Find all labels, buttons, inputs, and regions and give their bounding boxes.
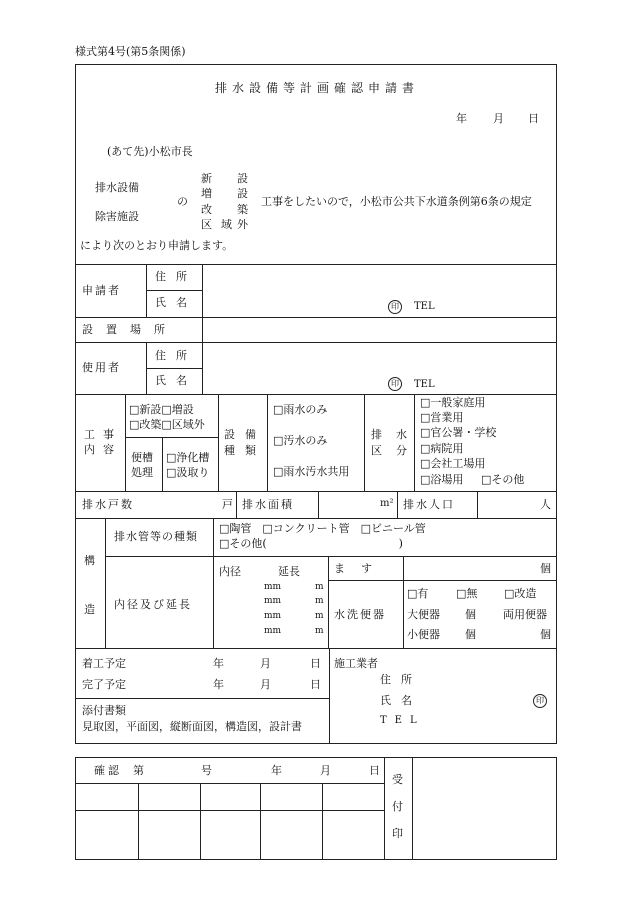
confirmation-dai: 第	[133, 764, 144, 777]
start-year-label: 年	[213, 657, 224, 670]
structure-label-2: 造	[84, 603, 95, 616]
people-unit: 人	[540, 498, 551, 511]
work-options-2: □改築□区域外	[129, 418, 205, 431]
length-unit-1: m	[315, 582, 324, 592]
drain-option-4: □病院用	[420, 442, 464, 455]
reception-label-3: 印	[392, 827, 403, 840]
diameter-header: 内径	[219, 565, 241, 578]
drain-option-1: □一般家庭用	[420, 396, 486, 409]
length-unit-2: m	[315, 596, 324, 606]
end-day-label: 日	[310, 678, 321, 691]
equipment-option-3: □雨水汚水共用	[273, 465, 350, 478]
toilet-option-modify: □改造	[504, 587, 537, 600]
end-month-label: 月	[260, 678, 271, 691]
user-name-label: 氏名	[155, 374, 197, 387]
user-tel-label: TEL	[414, 379, 435, 390]
drain-option-7: □その他	[481, 473, 525, 486]
diameter-unit-4: mm	[264, 626, 282, 636]
toilet-small-unit: 個	[465, 628, 476, 641]
manhole-unit: 個	[540, 562, 551, 575]
length-unit-4: m	[315, 626, 324, 636]
pipe-kind-label: 排水管等の種類	[114, 530, 198, 543]
equipment-option-2: □汚水のみ	[273, 434, 328, 447]
addressee: (あて先)小松市長	[107, 145, 193, 158]
drain-option-3: □官公署・学校	[420, 426, 497, 439]
intro-no: の	[177, 195, 188, 208]
intro-kind-set1: 設	[237, 172, 248, 185]
intro-kind-build: 築	[237, 203, 248, 216]
drain-option-2: □営業用	[420, 411, 464, 424]
equipment-label-1: 設備	[224, 428, 266, 441]
start-date-label: 着工予定	[82, 657, 126, 670]
date-year-label: 年	[456, 112, 467, 125]
applicant-label: 申請者	[82, 284, 121, 297]
user-label: 使用者	[82, 361, 121, 374]
tank-option-1: □浄化槽	[166, 451, 210, 464]
toilet-small-label: 小便器	[407, 628, 440, 641]
drain-category-label-1: 排水	[371, 428, 421, 441]
applicant-address-label: 住所	[155, 270, 197, 283]
intro-kind-new: 新	[201, 172, 212, 185]
confirmation-go: 号	[201, 764, 212, 777]
length-header: 延長	[278, 565, 300, 578]
intro-kind-add: 増	[201, 187, 212, 200]
toilet-big-unit: 個	[465, 608, 476, 621]
contractor-seal: 印	[533, 694, 547, 708]
toilet-both-unit: 個	[540, 628, 551, 641]
intro-facility-1: 排水設備	[95, 181, 139, 194]
contractor-label: 施工業者	[334, 657, 378, 670]
reception-label-2: 付	[392, 800, 403, 813]
equipment-label-2: 種類	[224, 444, 266, 457]
end-date-label: 完了予定	[82, 678, 126, 691]
intro-kind-set2: 設	[237, 187, 248, 200]
households-label: 排水戸数	[82, 498, 134, 511]
drain-option-5: □会社工場用	[420, 457, 486, 470]
intro-kind-iki: 域	[221, 218, 232, 231]
work-options-1: □新設□増設	[129, 403, 194, 416]
toilet-label: 水洗便器	[334, 608, 386, 621]
diameter-unit-2: mm	[264, 596, 282, 606]
toilet-both-label: 両用便器	[503, 608, 547, 621]
intro-text-1: 工事をしたいので，小松市公共下水道条例第6条の規定	[261, 195, 532, 208]
length-unit-3: m	[315, 611, 324, 621]
reception-label-1: 受	[392, 773, 403, 786]
intro-facility-2: 除害施設	[95, 210, 139, 223]
intro-text-2: により次のとおり申請します。	[80, 239, 234, 252]
tank-label-1: 便槽	[131, 451, 153, 464]
toilet-option-yes: □有	[407, 587, 429, 600]
applicant-seal: 印	[388, 300, 402, 314]
contractor-name-label: 氏名	[380, 694, 422, 707]
confirmation-label: 確認	[94, 764, 122, 777]
date-day-label: 日	[528, 112, 539, 125]
tank-option-2: □汲取り	[166, 466, 210, 479]
start-day-label: 日	[310, 657, 321, 670]
contractor-tel-label: TEL	[380, 715, 425, 726]
households-unit: 戸	[222, 498, 233, 511]
tank-label-2: 処理	[131, 466, 153, 479]
diameter-unit-1: mm	[264, 582, 282, 592]
diameter-length-label: 内径及び延長	[114, 598, 192, 611]
start-month-label: 月	[260, 657, 271, 670]
work-label-2: 内容	[84, 443, 122, 456]
people-label: 排水人口	[403, 498, 455, 511]
end-year-label: 年	[213, 678, 224, 691]
user-seal: 印	[388, 377, 402, 391]
area-label: 排水面積	[242, 498, 294, 511]
intro-kind-zone: 区	[201, 218, 212, 231]
drain-option-6: □浴場用	[420, 473, 464, 486]
toilet-big-label: 大便器	[407, 608, 440, 621]
manhole-label: ます	[334, 562, 388, 575]
intro-kind-out: 外	[237, 218, 248, 231]
applicant-tel-label: TEL	[414, 301, 435, 312]
equipment-option-1: □雨水のみ	[273, 403, 328, 416]
location-label: 設置場所	[82, 323, 178, 336]
date-month-label: 月	[493, 112, 504, 125]
pipe-kind-other: □その他( )	[219, 537, 403, 550]
area-unit: m²	[380, 498, 394, 509]
drain-category-label-2: 区分	[371, 444, 421, 457]
confirmation-frame	[75, 757, 557, 860]
confirmation-month: 月	[320, 764, 331, 777]
confirmation-year: 年	[271, 764, 282, 777]
toilet-option-no: □無	[456, 587, 478, 600]
work-label-1: 工事	[84, 428, 122, 441]
contractor-address-label: 住所	[380, 673, 422, 686]
applicant-name-label: 氏名	[155, 296, 197, 309]
pipe-kind-options: □陶管 □コンクリート管 □ビニール管	[219, 522, 426, 535]
structure-label-1: 構	[84, 554, 95, 567]
intro-kind-mod: 改	[201, 203, 212, 216]
attachments-label: 添付書類	[82, 704, 126, 717]
form-title: 排水設備等計画確認申請書	[215, 81, 420, 95]
diameter-unit-3: mm	[264, 611, 282, 621]
user-address-label: 住所	[155, 349, 197, 362]
attachments-list: 見取図，平面図，縦断面図，構造図，設計書	[82, 720, 302, 733]
form-number: 様式第4号(第5条関係)	[75, 45, 186, 58]
confirmation-day: 日	[369, 764, 380, 777]
